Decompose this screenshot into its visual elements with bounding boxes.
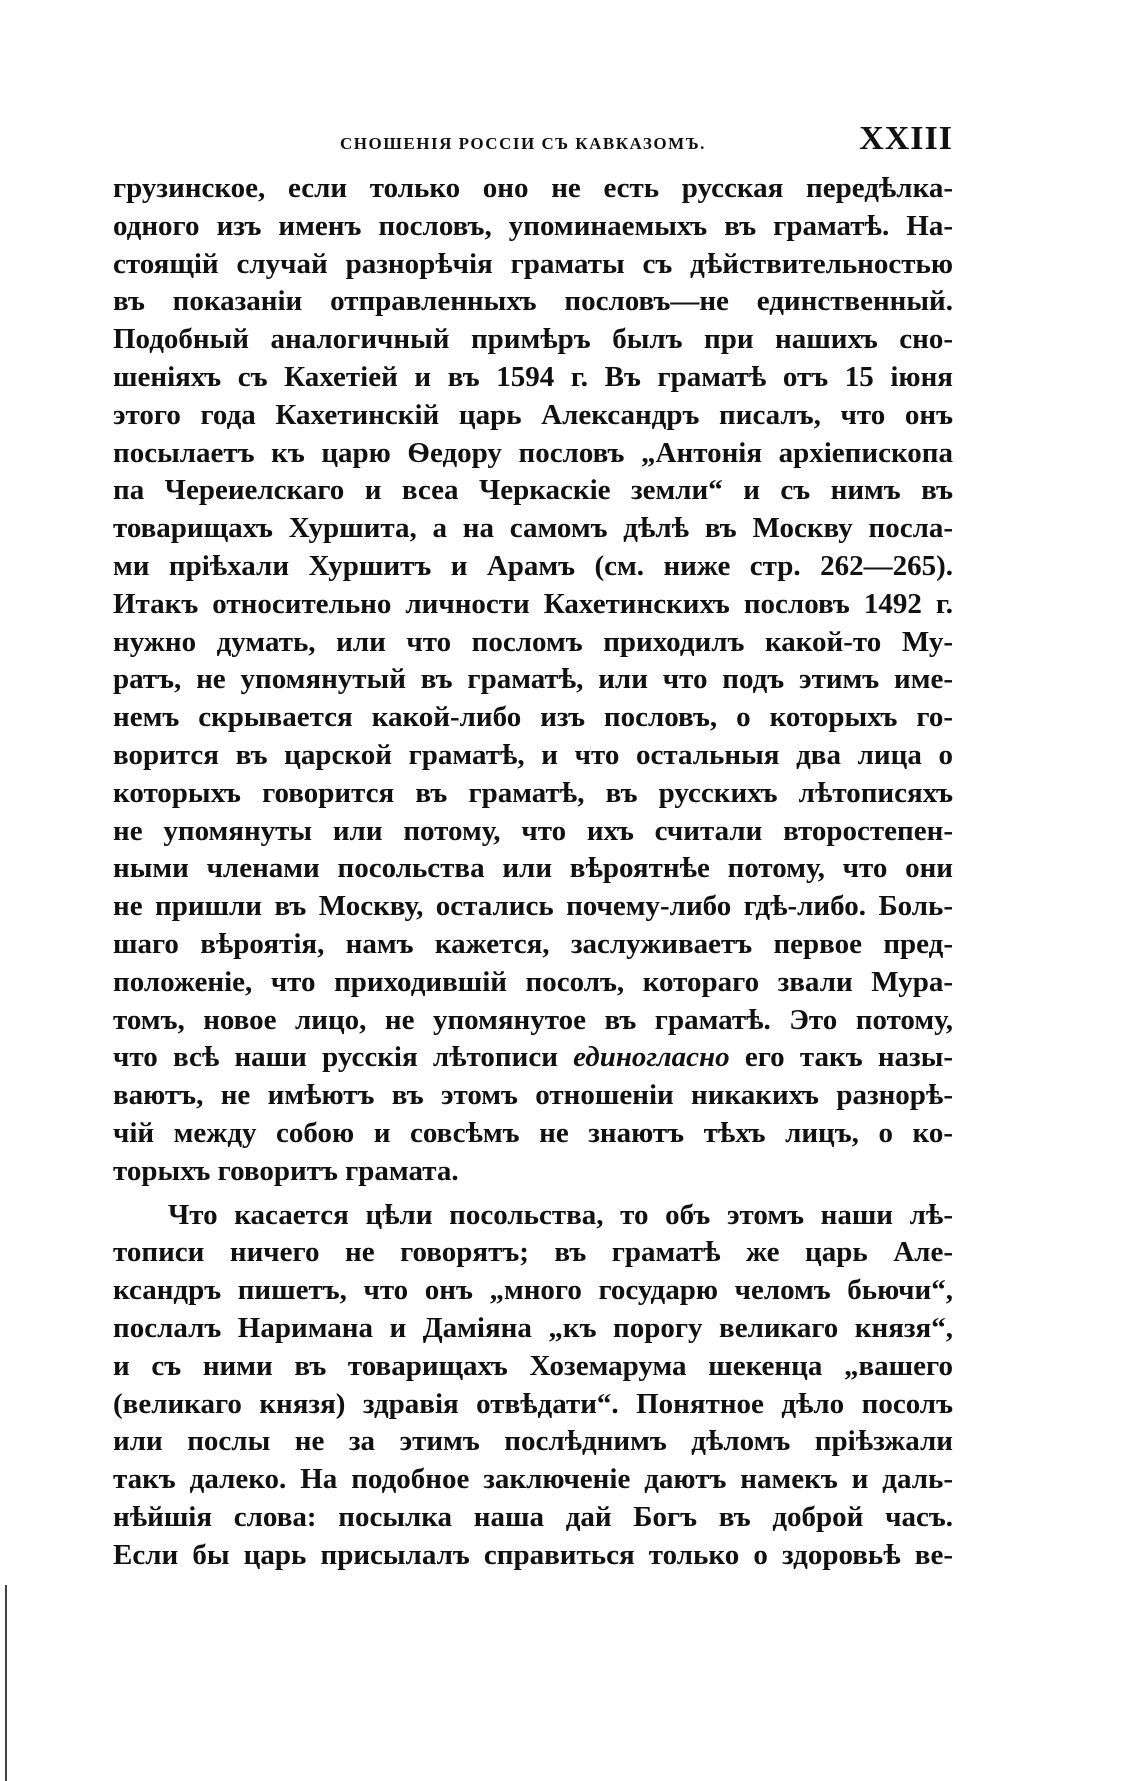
text-line: па Череиелскаго и всеа Черкаскіе земли“ и съ нимъ въ [113,474,953,507]
text-line: тописи ничего не говорятъ; въ граматѣ же царь Але- [113,1236,953,1269]
text-line: стоящій случай разнорѣчія граматы съ дѣйствительностью [113,247,953,280]
text-line: такъ далеко. На подобное заключеніе даютъ намекъ и даль- [113,1463,953,1496]
text-line: которыхъ говорится въ граматѣ, въ русскихъ лѣтописяхъ [113,776,953,809]
text-line: ратъ, не упомянутый въ граматѣ, или что подъ этимъ име- [113,663,953,696]
text-line: одного изъ именъ пословъ, упоминаемыхъ въ граматѣ. На- [113,209,953,242]
running-header [113,118,953,168]
page-number: XXIII [859,120,953,157]
text-line: посылаетъ къ царю Ѳедору пословъ „Антонія архіепископа [113,436,953,469]
text-line: нужно думать, или что посломъ приходилъ какой-то Му- [113,625,953,658]
text-line: товарищахъ Хуршита, а на самомъ дѣлѣ въ Москву посла- [113,512,953,545]
italic-word: единогласно [573,1041,730,1074]
text-line: ваютъ, не имѣютъ въ этомъ отношеніи никакихъ разнорѣ- [113,1079,953,1112]
text-line: Если бы царь присылалъ справиться только о здоровьѣ ве- [113,1538,953,1571]
text-line-with-italic: что всѣ наши русскія лѣтописи единогласно его такъ назы- [113,1041,953,1074]
text-line: ксандръ пишетъ, что онъ „много государю челомъ бьючи“, [113,1274,953,1307]
running-title: СНОШЕНІЯ РОССІИ СЪ КАВКАЗОМЪ. [340,134,706,153]
text-line: ворится въ царской граматѣ, и что остальныя два лица о [113,738,953,771]
text-line: въ показаніи отправленныхъ пословъ—не единственный. [113,285,953,318]
text-line: ными членами посольства или вѣроятнѣе потому, что они [113,852,953,885]
text-line: нѣйшія слова: посылка наша дай Богъ въ доброй часъ. [113,1500,953,1533]
text-line: чій между собою и совсѣмъ не знаютъ тѣхъ лицъ, о ко- [113,1116,953,1149]
text-line: положеніе, что приходившій посолъ, котораго звали Мура- [113,965,953,998]
text-line: Что касается цѣли посольства, то объ этомъ наши лѣ- [168,1198,953,1231]
text-line: не пришли въ Москву, остались почему-либо гдѣ-либо. Боль- [113,890,953,923]
text-line: шаго вѣроятія, намъ кажется, заслуживаетъ первое пред- [113,927,953,960]
text-line: шеніяхъ съ Кахетіей и въ 1594 г. Въ граматѣ отъ 15 іюня [113,360,953,393]
page-edge-rule [5,1585,7,1781]
text-line: этого года Кахетинскій царь Александръ писалъ, что онъ [113,398,953,431]
text-line: (великаго князя) здравія отвѣдати“. Понятное дѣло посолъ [113,1387,953,1420]
text-line: торыхъ говоритъ грамата. [113,1154,459,1187]
text-line: грузинское, если только оно не есть русская передѣлка- [113,172,953,204]
text-line: Итакъ относительно личности Кахетинскихъ пословъ 1492 г. [113,587,953,620]
text-line: или послы не за этимъ послѣднимъ дѣломъ пріѣзжали [113,1425,953,1458]
body-text [113,170,953,1574]
text-line: и съ ними въ товарищахъ Хоземарума шекенца „вашего [113,1349,953,1382]
text-line: томъ, новое лицо, не упомянутое въ граматѣ. Это потому, [113,1003,953,1036]
text-line: Подобный аналогичный примѣръ былъ при нашихъ сно- [113,323,953,356]
text-line: ми пріѣхали Хуршитъ и Арамъ (см. ниже стр. 262—265). [113,549,953,582]
text-line: послалъ Наримана и Даміяна „къ порогу великаго князя“, [113,1311,953,1344]
paragraph-2 [113,1197,953,1575]
text-line: немъ скрывается какой-либо изъ пословъ, о которыхъ го- [113,701,953,734]
paragraph-1 [113,170,953,1191]
text-line: не упомянуты или потому, что ихъ считали второстепен- [113,814,953,847]
